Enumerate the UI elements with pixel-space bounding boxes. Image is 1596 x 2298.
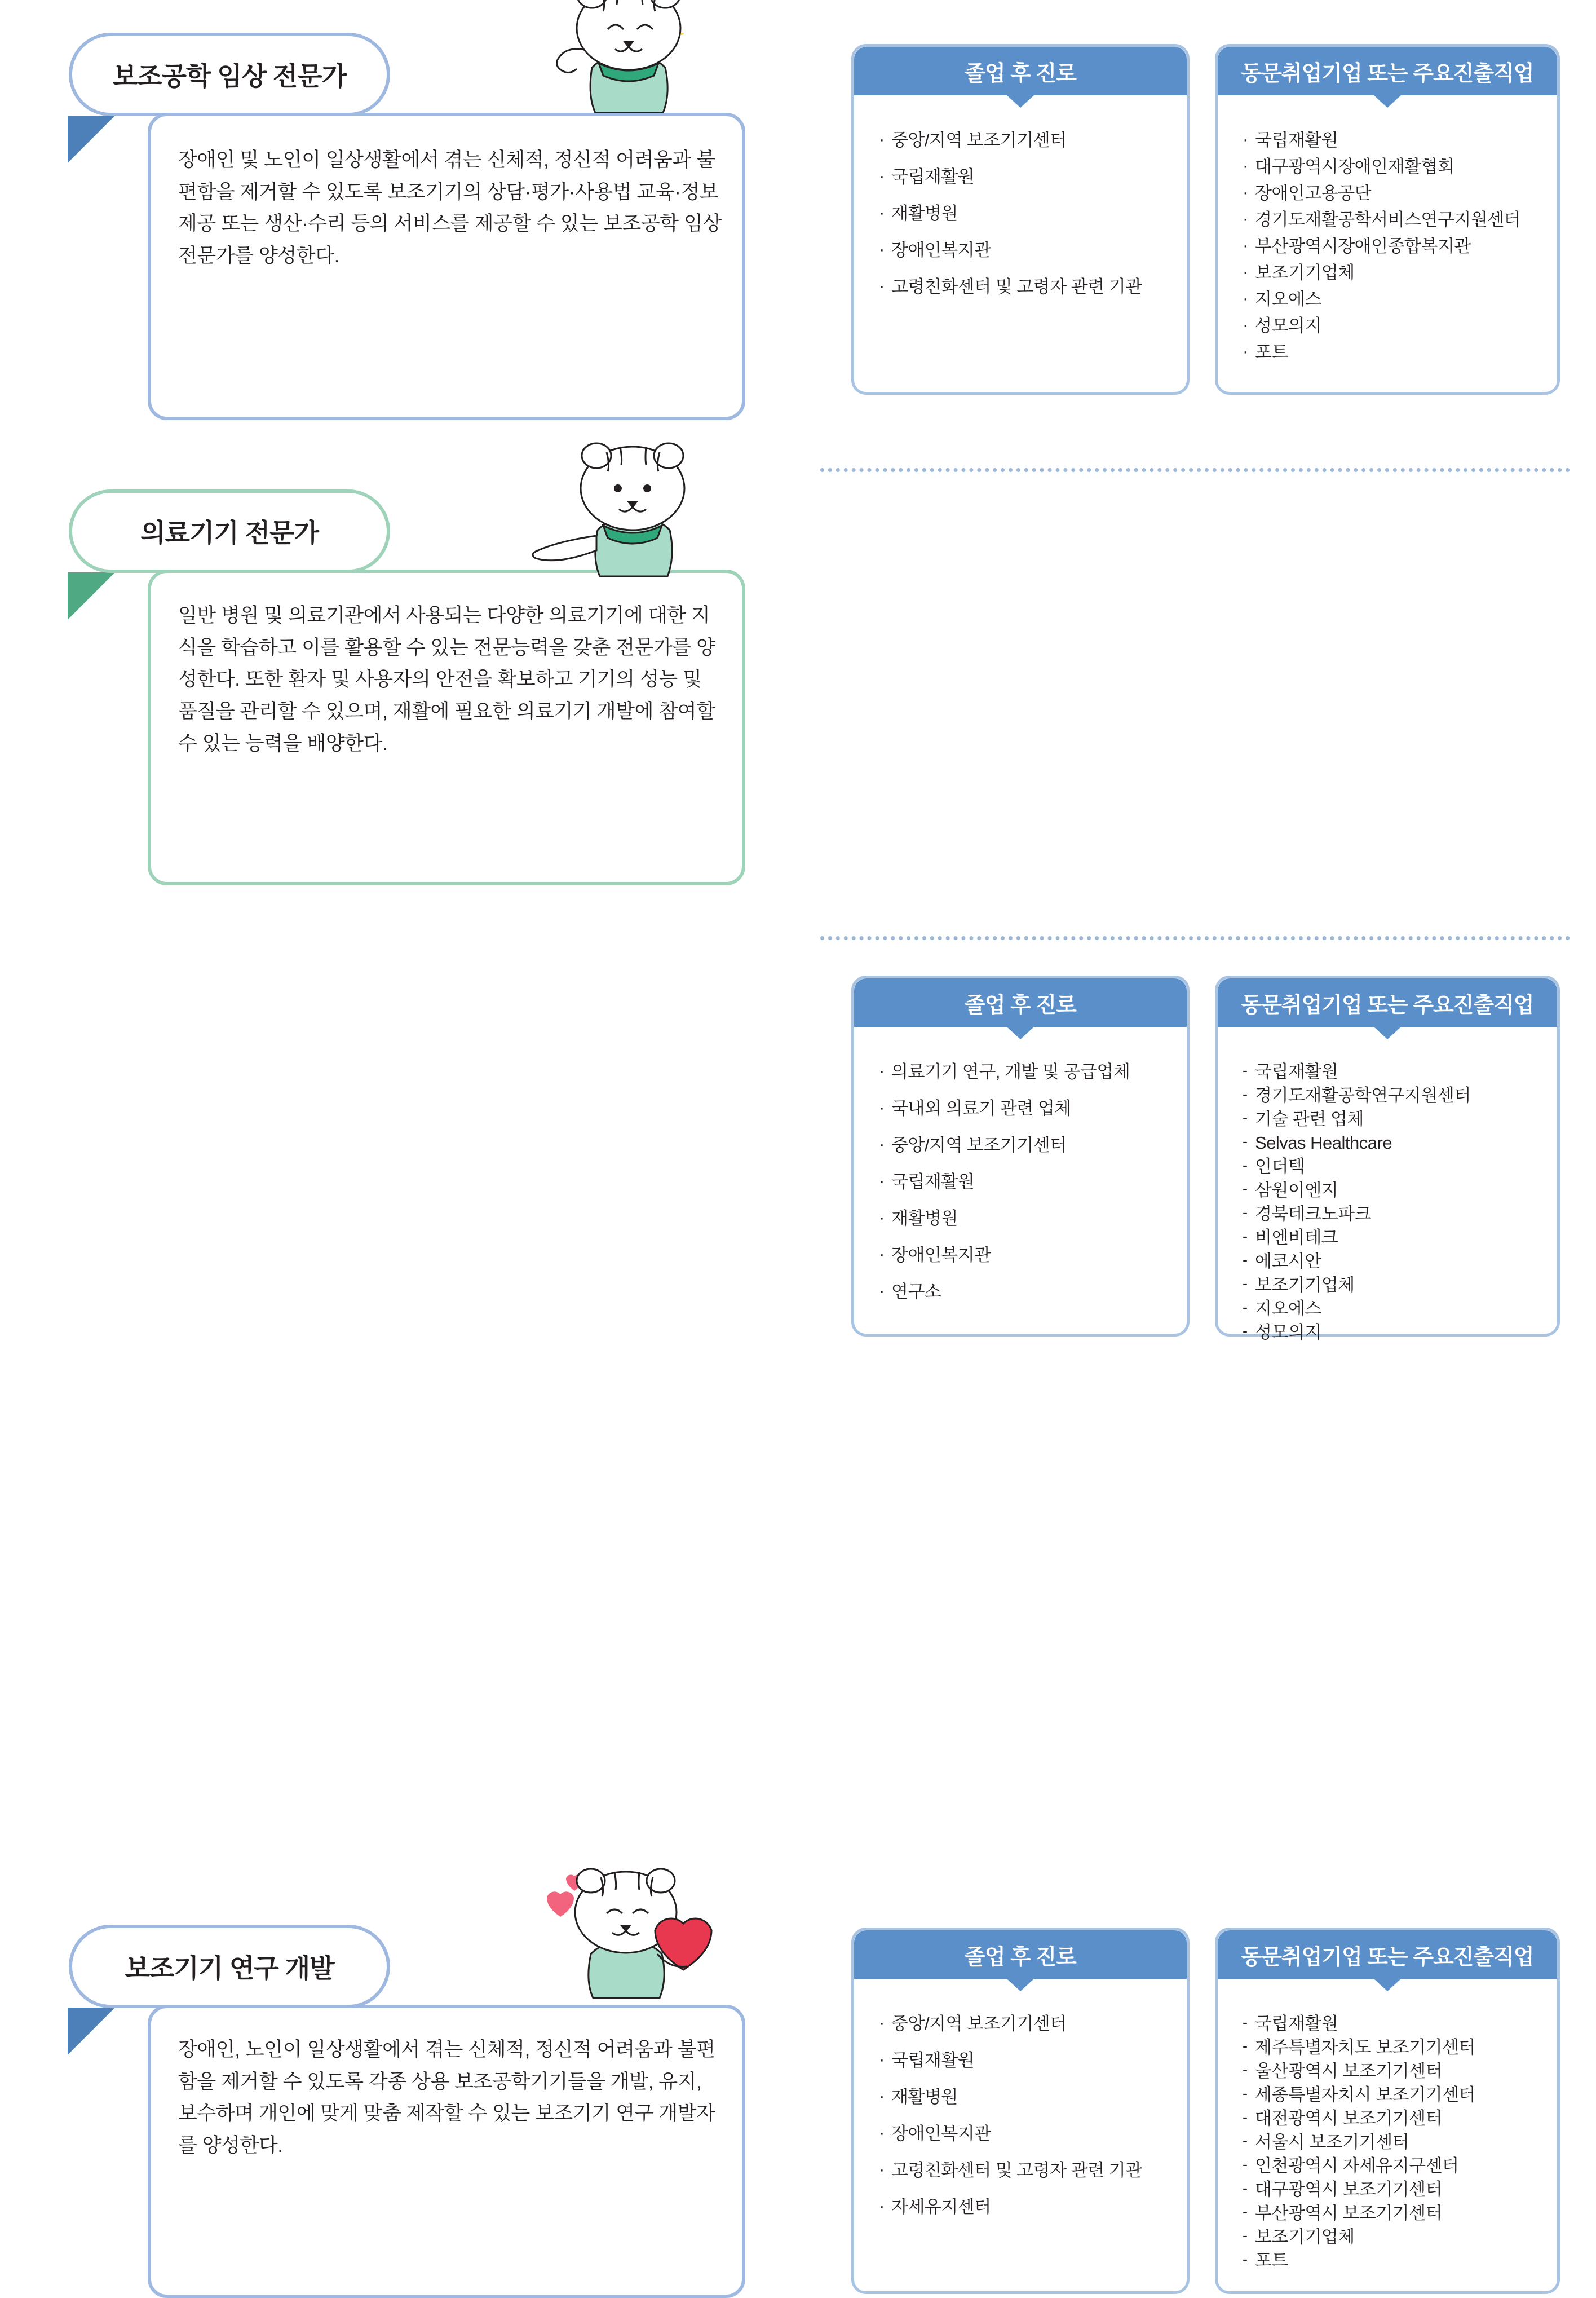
section-1-title: 보조공학 임상 전문가 bbox=[112, 61, 347, 91]
section-1-card-careers-list bbox=[877, 131, 1173, 315]
list-item: · 성모의지 bbox=[1240, 317, 1544, 334]
list-item: · 국립재활원 bbox=[877, 1173, 1173, 1190]
list-item: · 경기도재활공학서비스연구지원센터 bbox=[1240, 211, 1544, 228]
tiger-mascot-waving-icon bbox=[524, 0, 727, 113]
list-item: - 지오에스 bbox=[1240, 1300, 1544, 1317]
section-2-description-box bbox=[148, 570, 745, 885]
section-2-description-text: 일반 병원 및 의료기관에서 사용되는 다양한 의료기기에 대한 지식을 학습하고 이를 활용할 수 있는 전문능력을 갖춘 전문가를 양성한다. 또한 환자 및 사용자의 안전을 확보하고 기기의 성능 및 품질을 관리할 수 있으며, 재활에 필요한 의료기기 개발에 참여할 수 있는 능력을 배양한다. bbox=[178, 605, 720, 755]
list-item: · 장애인복지관 bbox=[877, 2125, 1173, 2142]
section-2-left-column bbox=[0, 451, 789, 919]
list-item: · 포트 bbox=[1240, 343, 1544, 361]
section-3-card-careers-header bbox=[854, 1930, 1187, 1979]
list-item: - 보조기기업체 bbox=[1240, 2228, 1544, 2246]
section-1-card-careers-notch bbox=[1007, 95, 1034, 108]
section-2-title-pill bbox=[69, 489, 390, 573]
section-2-title: 의료기기 전문가 bbox=[140, 518, 319, 548]
section-1-pill-tail bbox=[68, 116, 115, 163]
section-1-card-employers-notch bbox=[1374, 95, 1401, 108]
list-item: - 국립재활원 bbox=[1240, 2015, 1544, 2032]
list-item: · 중앙/지역 보조기기센터 bbox=[877, 131, 1173, 149]
list-item: · 의료기기 연구, 개발 및 공급업체 bbox=[877, 1063, 1173, 1080]
list-item: - 에코시안 bbox=[1240, 1252, 1544, 1270]
list-item: · 국립재활원 bbox=[1240, 131, 1544, 149]
section-3-card-employers-header bbox=[1218, 1930, 1557, 1979]
section-1-card-employers-header bbox=[1218, 47, 1557, 95]
list-item: · 재활병원 bbox=[877, 2088, 1173, 2106]
list-item: - 경기도재활공학연구지원센터 bbox=[1240, 1087, 1544, 1104]
list-item: · 부산광역시장애인종합복지관 bbox=[1240, 237, 1544, 255]
list-item: - 세종특별자치시 보조기기센터 bbox=[1240, 2086, 1544, 2103]
list-item: · 장애인복지관 bbox=[877, 1246, 1173, 1264]
section-3-description-text: 장애인, 노인이 일상생활에서 겪는 신체적, 정신적 어려움과 불편함을 제거할 수 있도록 각종 상용 보조공학기기들을 개발, 유지, 보수하며 개인에 맞게 맞춤 제작할 수 있는 보조기기 연구 개발자를 양성한다. bbox=[178, 2039, 715, 2157]
section-1-card-careers-header bbox=[854, 47, 1187, 95]
list-item: - 경북테크노파크 bbox=[1240, 1205, 1544, 1223]
list-item: - 제주특별자치도 보조기기센터 bbox=[1240, 2039, 1544, 2056]
list-item: · 국내외 의료기 관련 업체 bbox=[877, 1100, 1173, 1117]
list-item: · 연구소 bbox=[877, 1283, 1173, 1300]
section-1-card-employers-list bbox=[1240, 131, 1544, 370]
section-3-left-column bbox=[0, 919, 789, 2157]
career-section-assistive-rnd bbox=[0, 919, 1596, 2270]
list-item: · 장애인복지관 bbox=[877, 241, 1173, 259]
section-3-card-careers-notch bbox=[1007, 1979, 1034, 1991]
list-item: - 인더텍 bbox=[1240, 1158, 1544, 1175]
section-1-card-careers-header-label: 졸업 후 진로 bbox=[965, 61, 1076, 86]
section-1-card-employers-header-label: 동문취업기업 또는 주요진출직업 bbox=[1241, 61, 1534, 86]
section-3-card-careers bbox=[851, 1928, 1190, 2294]
list-item: - 비엔비테크 bbox=[1240, 1229, 1544, 1246]
list-item: - 삼원이엔지 bbox=[1240, 1181, 1544, 1199]
list-item: - 기술 관련 업체 bbox=[1240, 1110, 1544, 1128]
list-item: · 재활병원 bbox=[877, 205, 1173, 222]
list-item: · 장애인고용공단 bbox=[1240, 184, 1544, 202]
section-2-pill-tail bbox=[68, 572, 115, 620]
section-3-description-box bbox=[148, 2005, 745, 2298]
list-item: · 자세유지센터 bbox=[877, 2198, 1173, 2216]
career-section-medical-device bbox=[0, 451, 1596, 1342]
section-3-card-careers-list bbox=[877, 2015, 1173, 2235]
section-1-title-pill bbox=[69, 33, 390, 116]
section-3-card-employers-header-label: 동문취업기업 또는 주요진출직업 bbox=[1241, 1945, 1534, 1969]
list-item: · 고령친화센터 및 고령자 관련 기관 bbox=[877, 2162, 1173, 2179]
section-1-card-careers bbox=[851, 44, 1190, 395]
section-1-description-box bbox=[148, 113, 745, 420]
list-item: - 부산광역시 보조기기센터 bbox=[1240, 2204, 1544, 2222]
section-3-card-employers-list bbox=[1240, 2015, 1544, 2275]
list-item: - 성모의지 bbox=[1240, 1324, 1544, 1341]
list-item: · 지오에스 bbox=[1240, 290, 1544, 308]
list-item: - 대구광역시 보조기기센터 bbox=[1240, 2181, 1544, 2198]
tiger-mascot-with-heart-icon bbox=[524, 1864, 722, 1999]
section-1-card-employers bbox=[1215, 44, 1560, 395]
list-item: - 서울시 보조기기센터 bbox=[1240, 2133, 1544, 2151]
list-item: - 인천광역시 자세유지구센터 bbox=[1240, 2157, 1544, 2175]
list-item: - 국립재활원 bbox=[1240, 1063, 1544, 1080]
list-item: - 보조기기업체 bbox=[1240, 1276, 1544, 1294]
list-item: - 대전광역시 보조기기센터 bbox=[1240, 2110, 1544, 2127]
list-item: · 대구광역시장애인재활협회 bbox=[1240, 158, 1544, 175]
list-item: · 재활병원 bbox=[877, 1210, 1173, 1227]
list-item: - Selvas Healthcare bbox=[1240, 1134, 1544, 1152]
section-1-left-column bbox=[0, 0, 789, 451]
tiger-mascot-pointing-icon bbox=[524, 440, 722, 581]
section-3-card-employers bbox=[1215, 1928, 1560, 2294]
section-3-card-careers-header-label: 졸업 후 진로 bbox=[965, 1945, 1076, 1969]
section-3-title-pill bbox=[69, 1925, 390, 2008]
list-item: · 국립재활원 bbox=[877, 2052, 1173, 2069]
section-1-description-text: 장애인 및 노인이 일상생활에서 겪는 신체적, 정신적 어려움과 불편함을 제거할 수 있도록 보조기기의 상담·평가·사용법 교육·정보제공 또는 생산·수리 등의 서비스를 제공할 수 있는 보조공학 임상 전문가를 양성한다. bbox=[178, 149, 727, 267]
list-item: · 중앙/지역 보조기기센터 bbox=[877, 1136, 1173, 1154]
section-3-title: 보조기기 연구 개발 bbox=[125, 1953, 334, 1983]
list-item: · 중앙/지역 보조기기센터 bbox=[877, 2015, 1173, 2032]
section-3-card-employers-notch bbox=[1374, 1979, 1401, 1991]
list-item: - 포트 bbox=[1240, 2252, 1544, 2269]
section-3-pill-tail bbox=[68, 2008, 115, 2055]
list-item: · 고령친화센터 및 고령자 관련 기관 bbox=[877, 278, 1173, 295]
section-2-card-careers-header-label: 졸업 후 진로 bbox=[965, 993, 1076, 1017]
list-item: - 울산광역시 보조기기센터 bbox=[1240, 2062, 1544, 2080]
list-item: · 보조기기업체 bbox=[1240, 264, 1544, 281]
career-section-assistive-clinical bbox=[0, 0, 1596, 451]
section-2-card-employers-header-label: 동문취업기업 또는 주요진출직업 bbox=[1241, 993, 1534, 1017]
list-item: · 국립재활원 bbox=[877, 168, 1173, 186]
